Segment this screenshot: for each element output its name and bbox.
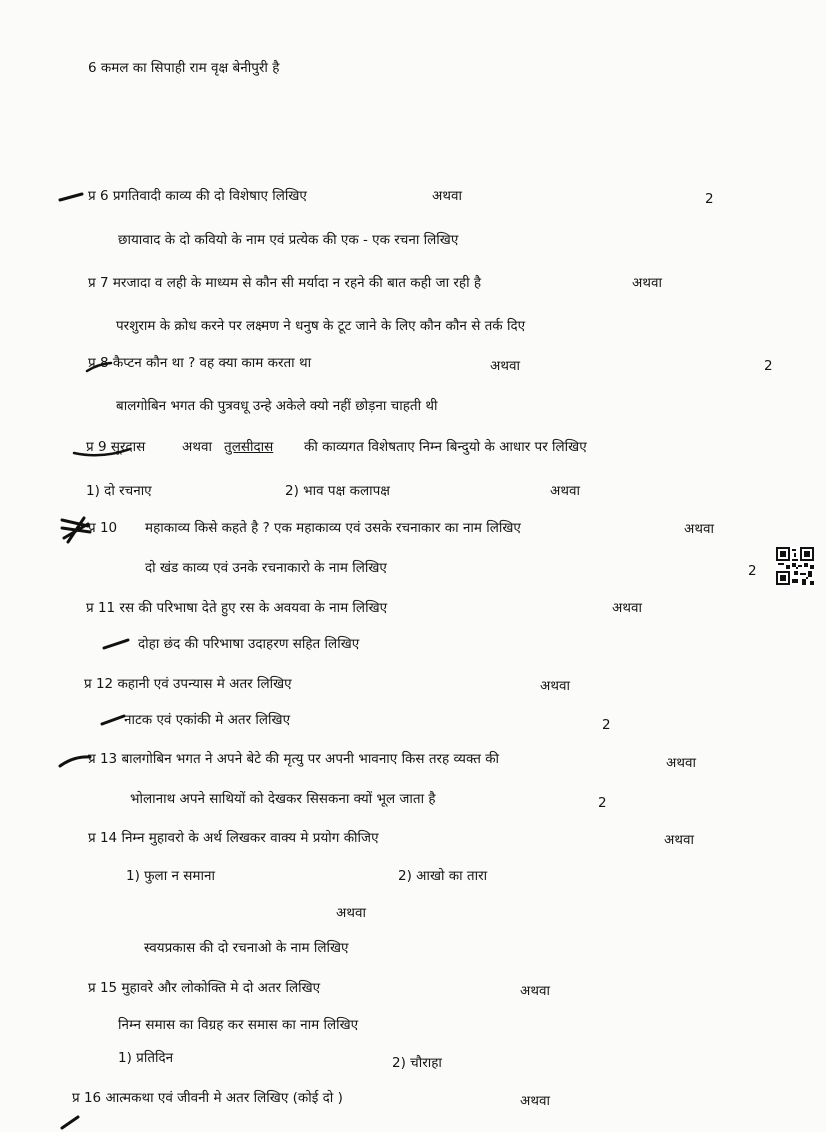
q14-point-2: 2) आखो का तारा — [398, 868, 488, 884]
q13-marks: 2 — [598, 795, 607, 811]
q8-alternative: बालगोबिन भगत की पुत्रवधू उन्हे अकेले क्यो नहीं छोड़ना चाहती थी — [116, 398, 438, 414]
pen-tick-mark — [58, 754, 92, 768]
question-16: प्र 16 आत्मकथा एवं जीवनी मे अतर लिखिए (कोई दो ) — [72, 1090, 343, 1106]
question-6: प्र 6 प्रगतिवादी काव्य की दो विशेषाए लिखिए — [88, 188, 307, 204]
q10-number: प्र 10 — [88, 520, 118, 536]
q15-alternative: निम्न समास का विग्रह कर समास का नाम लिखिए — [118, 1017, 359, 1033]
q15-point-1: 1) प्रतिदिन — [118, 1050, 174, 1066]
pen-tick-mark — [102, 638, 130, 650]
q10-marks: 2 — [748, 563, 757, 579]
q16-or: अथवा — [520, 1093, 550, 1109]
q11-alternative: दोहा छंद की परिभाषा उदाहरण सहित लिखिए — [138, 636, 360, 652]
q14-alternative: स्वयप्रकास की दो रचनाओ के नाम लिखिए — [144, 940, 349, 956]
qr-code-icon — [776, 547, 814, 585]
question-15: प्र 15 मुहावरे और लोकोक्ति मे दो अतर लिखिए — [88, 980, 321, 996]
question-7: प्र 7 मरजादा व लही के माध्यम से कौन सी मर्यादा न रहने की बात कही जा रही है — [88, 275, 482, 291]
question-8: प्र 8 कैप्टन कौन था ? वह क्या काम करता था — [88, 355, 312, 371]
question-10: महाकाव्य किसे कहते है ? एक महाकाव्य एवं उसके रचनाकार का नाम लिखिए — [145, 520, 521, 536]
q15-point-2: 2) चौराहा — [392, 1055, 442, 1071]
text-line-kamal: 6 कमल का सिपाही राम वृक्ष बेनीपुरी है — [88, 60, 280, 76]
q13-or: अथवा — [666, 755, 696, 771]
q14-or-2: अथवा — [336, 905, 366, 921]
question-14: प्र 14 निम्न मुहावरो के अर्थ लिखकर वाक्य मे प्रयोग कीजिए — [88, 830, 379, 846]
question-13: प्र 13 बालगोबिन भगत ने अपने बेटे की मृत्यु पर अपनी भावनाए किस तरह व्यक्त की — [88, 751, 500, 767]
q6-alternative: छायावाद के दो कवियो के नाम एवं प्रत्येक की एक - एक रचना लिखिए — [118, 232, 459, 248]
q14-point-1: 1) फुला न समाना — [126, 868, 215, 884]
q6-or: अथवा — [432, 188, 462, 204]
q8-marks: 2 — [764, 358, 773, 374]
q8-or: अथवा — [490, 358, 520, 374]
q7-or: अथवा — [632, 275, 662, 291]
q10-alternative: दो खंड काव्य एवं उनके रचनाकारो के नाम लिखिए — [145, 560, 387, 576]
q6-marks: 2 — [705, 191, 714, 207]
q9-or: अथवा — [182, 439, 212, 455]
q7-alternative: परशुराम के क्रोध करने पर लक्ष्मण ने धनुष के टूट जाने के लिए कौन कौन से तर्क दिए — [116, 318, 526, 334]
q11-or: अथवा — [612, 600, 642, 616]
q14-or: अथवा — [664, 832, 694, 848]
q9-point-1: 1) दो रचनाए — [86, 483, 152, 499]
question-11: प्र 11 रस की परिभाषा देते हुए रस के अवयवा के नाम लिखिए — [86, 600, 388, 616]
q9-or-2: अथवा — [550, 483, 580, 499]
q9-tulsidas: तुलसीदास — [224, 439, 274, 455]
q12-or: अथवा — [540, 678, 570, 694]
q10-or: अथवा — [684, 521, 714, 537]
q15-or: अथवा — [520, 983, 550, 999]
pen-tick-mark — [100, 714, 126, 726]
pen-tick-mark — [58, 192, 84, 202]
q12-marks: 2 — [602, 717, 611, 733]
question-12: प्र 12 कहानी एवं उपन्यास मे अतर लिखिए — [84, 676, 292, 692]
q9-point-2: 2) भाव पक्ष कलापक्ष — [285, 483, 390, 499]
question-9: प्र 9 सूरदास — [86, 439, 146, 455]
q13-alternative: भोलानाथ अपने साथियों को देखकर सिसकना क्यों भूल जाता है — [130, 791, 436, 807]
pen-tick-mark — [60, 1114, 80, 1130]
q9-rest: की काव्यगत विशेषताए निम्न बिन्दुयो के आधार पर लिखिए — [304, 439, 587, 455]
q12-alternative: नाटक एवं एकांकी मे अतर लिखिए — [124, 712, 291, 728]
